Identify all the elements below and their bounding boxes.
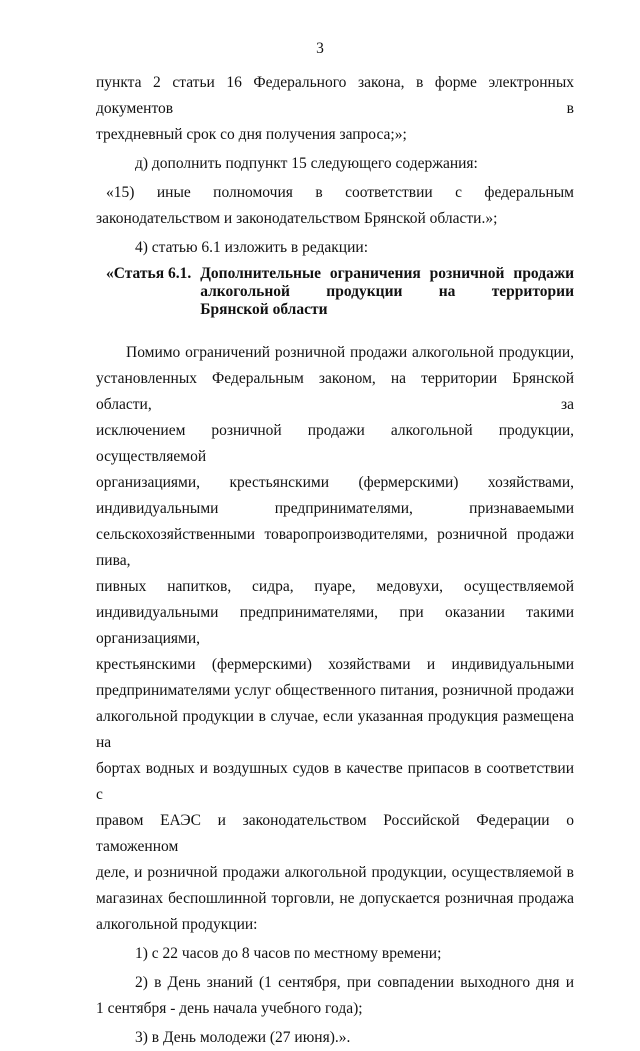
document-body — [96, 70, 574, 1051]
text-line: бортах водных и воздушных судов в качестве припасов в соответствии с — [96, 760, 574, 803]
text-line: деле, и розничной продажи алкогольной продукции, осуществляемой в — [96, 864, 574, 881]
paragraph-subclause-d: д) дополнить подпункт 15 следующего содержания: — [135, 155, 478, 172]
text-line: пивных напитков, сидра, пуаре, медовухи, осуществляемой — [96, 578, 574, 595]
text-line: индивидуальными предпринимателями, при оказании такими организациями, — [96, 604, 574, 647]
text-line: организациями, крестьянскими (фермерскими) хозяйствами, — [96, 474, 574, 491]
list-item-1: 1) с 22 часов до 8 часов по местному времени; — [135, 945, 442, 962]
text-line: сельскохозяйственными товаропроизводителями, розничной продажи пива, — [96, 526, 574, 569]
text-line: индивидуальными предпринимателями, признаваемыми — [96, 500, 574, 517]
article-title-line: Дополнительные ограничения розничной продажи — [200, 265, 574, 282]
text-line: пункта 2 статьи 16 Федерального закона, в форме электронных документов в — [96, 74, 574, 117]
article-title — [200, 265, 574, 319]
text-line — [96, 970, 574, 996]
paragraph-item-15 — [96, 180, 574, 232]
text-line-indented: «15) иные полномочия в соответствии с федеральным — [106, 184, 574, 201]
text-line — [96, 180, 574, 206]
text-line: 1 сентября - день начала учебного года); — [96, 1000, 363, 1017]
paragraph-article-61-intro: 4) статью 6.1 изложить в редакции: — [135, 239, 368, 256]
paragraph-continuation — [96, 70, 574, 148]
text-line: трехдневный срок со дня получения запроса;»; — [96, 126, 407, 143]
main-paragraph — [96, 340, 574, 938]
text-line: крестьянскими (фермерскими) хозяйствами и индивидуальными — [96, 656, 574, 673]
text-line: алкогольной продукции в случае, если указанная продукция размещена на — [96, 708, 574, 751]
text-line: законодательством и законодательством Брянской области.»; — [96, 210, 498, 227]
article-heading — [106, 265, 574, 319]
text-span: Помимо ограничений розничной продажи алкогольной продукции, — [126, 344, 574, 361]
list-item-3: 3) в День молодежи (27 июня).». — [135, 1029, 351, 1046]
text-span: 2) в День знаний (1 сентября, при совпадении выходного дня и — [135, 974, 574, 991]
text-line: правом ЕАЭС и законодательством Российской Федерации о таможенном — [96, 812, 574, 855]
text-line: магазинах беспошлинной торговли, не допускается розничная продажа — [96, 890, 574, 907]
article-title-line: Брянской области — [200, 301, 328, 318]
page-number: 3 — [316, 40, 324, 57]
text-line: установленных Федеральным законом, на территории Брянской области, за — [96, 370, 574, 413]
article-title-line: алкогольной продукции на территории — [200, 283, 574, 300]
text-line: алкогольной продукции: — [96, 916, 258, 933]
text-line — [96, 340, 574, 366]
text-line: предпринимателями услуг общественного питания, розничной продажи — [96, 682, 574, 699]
text-line: исключением розничной продажи алкогольной продукции, осуществляемой — [96, 422, 574, 465]
list-item-2 — [96, 970, 574, 1022]
article-number: «Статья 6.1. — [106, 265, 192, 282]
